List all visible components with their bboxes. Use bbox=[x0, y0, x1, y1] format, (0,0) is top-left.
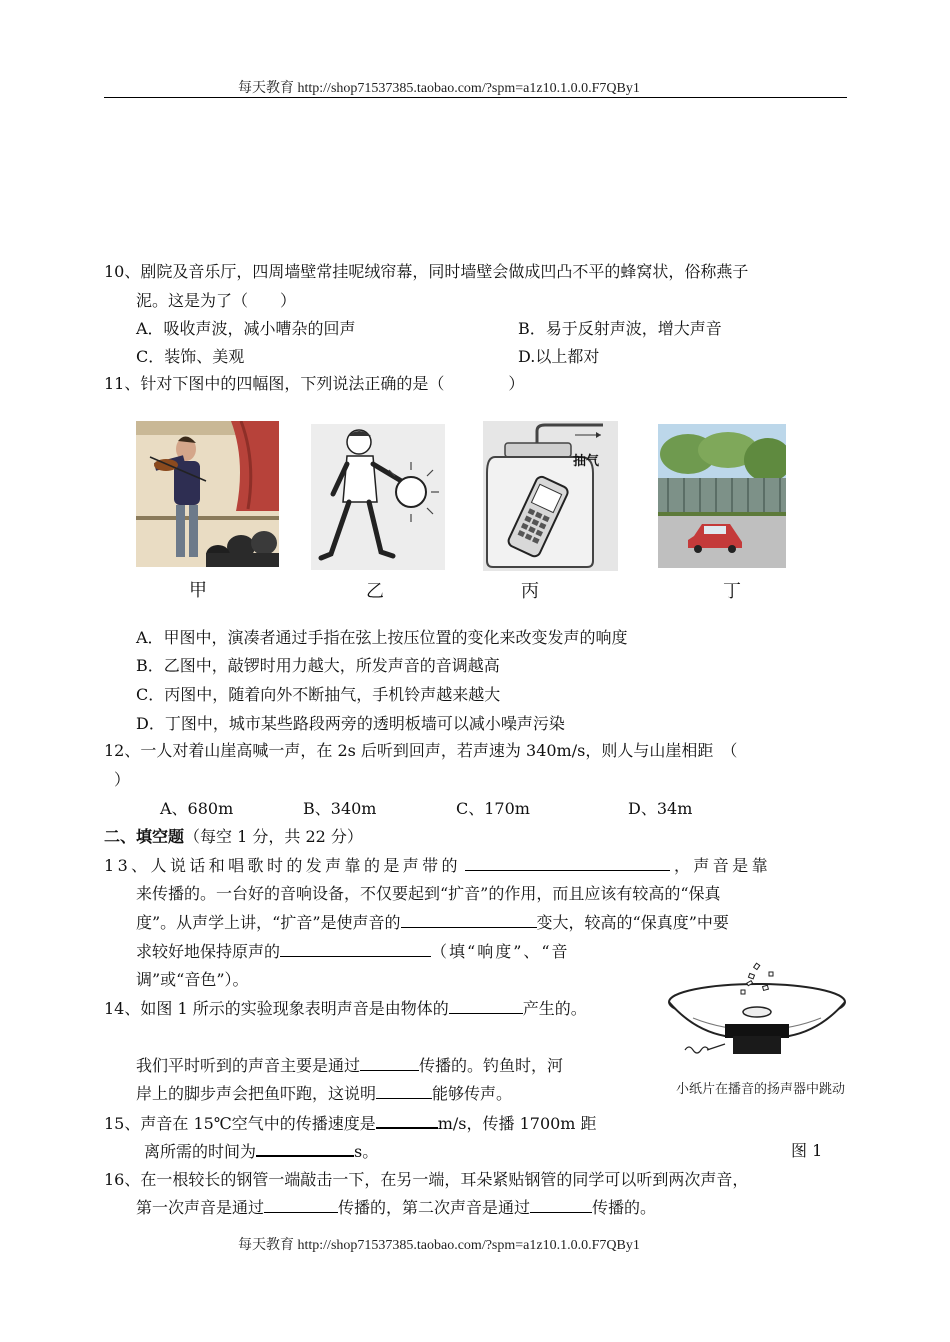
q12-stem-end: ） bbox=[114, 770, 131, 789]
q11-option-c: C．丙图中，随着向外不断抽气，手机铃声越来越大 bbox=[136, 685, 501, 704]
q10-stem-line1: 10、剧院及音乐厅，四周墙壁常挂呢绒帘幕，同时墙壁会做成凹凸不平的蜂窝状，俗称燕子 bbox=[104, 262, 749, 281]
q16-line1: 16、在一根较长的钢管一端敲击一下，在另一端，耳朵紧贴钢管的同学可以听到两次声音， bbox=[104, 1170, 749, 1189]
figure1-label: 图 1 bbox=[791, 1141, 823, 1160]
q14-text-1b: 产生的。 bbox=[522, 999, 587, 1018]
speaker-figure bbox=[663, 960, 851, 1078]
q12-stem: 12、一人对着山崖高喊一声，在 2s 后听到回声，若声速为 340m/s，则人与山崖相距 （ bbox=[104, 741, 738, 760]
q13-text-3a: 度”。从声学上讲，“扩音”是使声音的 bbox=[136, 913, 401, 932]
q13-text-1a: 13、人说话和唱歌时的发声靠的是声带的 bbox=[104, 856, 461, 875]
caption-jia: 甲 bbox=[189, 580, 207, 601]
q16-text-2b: 传播的，第二次声音是通过 bbox=[338, 1198, 531, 1217]
figure1-caption: 小纸片在播音的扬声器中跳动 bbox=[676, 1082, 846, 1097]
q14-line1 bbox=[104, 999, 587, 1019]
q16-blank-2[interactable] bbox=[530, 1198, 592, 1213]
q13-blank-1[interactable] bbox=[465, 856, 670, 871]
q10-stem-line2: 泥。这是为了（ ） bbox=[136, 291, 297, 310]
q14-blank-2[interactable] bbox=[360, 1056, 419, 1071]
q13-text-1b: ，声音是靠 bbox=[673, 856, 771, 875]
bell-jar-image bbox=[483, 421, 618, 571]
q14-blank-3[interactable] bbox=[376, 1084, 432, 1099]
violinist-image bbox=[136, 421, 279, 567]
q10-option-c: C．装饰、美观 bbox=[136, 347, 245, 366]
q15-line1 bbox=[104, 1113, 597, 1134]
section-2-note: （每空 1 分，共 22 分） bbox=[184, 827, 363, 846]
pump-label: 抽气 bbox=[573, 454, 600, 469]
noise-barrier-image bbox=[658, 424, 786, 568]
q15-blank-1[interactable] bbox=[376, 1113, 438, 1129]
q15-text-1a: 15、声音在 15℃空气中的传播速度是 bbox=[104, 1114, 376, 1133]
page-header: 每天教育 http://shop71537385.taobao.com/?spm=a1z10.1.0.0.F7QBy1 bbox=[238, 81, 640, 96]
q13-line1 bbox=[104, 856, 771, 876]
q11-stem: 11、针对下图中的四幅图，下列说法正确的是（ ） bbox=[104, 374, 525, 393]
q15-text-2a: 离所需的时间为 bbox=[144, 1142, 257, 1161]
q12-option-a: A、680m bbox=[160, 799, 234, 818]
q14-text-2a: 我们平时听到的声音主要是通过 bbox=[136, 1056, 361, 1075]
q12-option-c: C、170m bbox=[456, 799, 530, 818]
q16-text-2c: 传播的。 bbox=[592, 1198, 657, 1217]
q11-option-d: D．丁图中，城市某些路段两旁的透明板墙可以减小噪声污染 bbox=[136, 714, 565, 733]
q15-text-1b: m/s，传播 1700m 距 bbox=[437, 1114, 597, 1133]
q12-option-b: B、340m bbox=[303, 799, 377, 818]
q16-blank-1[interactable] bbox=[264, 1198, 338, 1213]
q13-blank-2[interactable] bbox=[401, 913, 537, 928]
q13-text-4a: 求较好地保持原声的 bbox=[136, 942, 281, 961]
q13-line4 bbox=[136, 942, 570, 962]
q10-option-d: D.以上都对 bbox=[518, 347, 600, 366]
page-footer: 每天教育 http://shop71537385.taobao.com/?spm=a1z10.1.0.0.F7QBy1 bbox=[238, 1238, 640, 1253]
q10-option-a: A．吸收声波，减小嘈杂的回声 bbox=[136, 319, 356, 338]
q10-option-b: B．易于反射声波，增大声音 bbox=[518, 319, 722, 338]
q16-line2 bbox=[136, 1198, 656, 1218]
q11-option-b: B．乙图中，敲锣时用力越大，所发声音的音调越高 bbox=[136, 656, 500, 675]
q14-text-2b: 传播的。钓鱼时，河 bbox=[419, 1056, 564, 1075]
q13-line5: 调”或“音色”）。 bbox=[136, 970, 249, 989]
caption-bing: 丙 bbox=[521, 581, 539, 602]
q13-line2: 来传播的。一台好的音响设备，不仅要起到“扩音”的作用，而且应该有较高的“保真 bbox=[136, 884, 721, 903]
q13-text-4b: （填“响度”、“音 bbox=[431, 942, 570, 961]
q15-line2 bbox=[144, 1141, 378, 1162]
q14-text-3b: 能够传声。 bbox=[432, 1084, 513, 1103]
section-2-heading bbox=[104, 827, 363, 847]
q13-text-3b: 变大，较高的“保真度”中要 bbox=[536, 913, 729, 932]
q14-text-3a: 岸上的脚步声会把鱼吓跑，这说明 bbox=[136, 1084, 377, 1103]
q12-option-d: D、34m bbox=[628, 799, 693, 818]
q11-option-a: A．甲图中，演凑者通过手指在弦上按压位置的变化来改变发声的响度 bbox=[136, 628, 628, 647]
q14-line2 bbox=[136, 1056, 563, 1076]
q15-blank-2[interactable] bbox=[256, 1141, 354, 1157]
gong-boy-image bbox=[311, 424, 445, 570]
q14-line3 bbox=[136, 1084, 512, 1104]
header-rule bbox=[104, 97, 847, 98]
q16-text-2a: 第一次声音是通过 bbox=[136, 1198, 265, 1217]
q13-line3 bbox=[136, 913, 729, 933]
q13-blank-3[interactable] bbox=[280, 942, 431, 957]
caption-yi: 乙 bbox=[366, 581, 384, 602]
section-2-title: 二、填空题 bbox=[104, 827, 185, 846]
caption-ding: 丁 bbox=[723, 581, 741, 602]
q15-text-2b: s。 bbox=[354, 1142, 379, 1161]
q14-blank-1[interactable] bbox=[449, 999, 523, 1014]
q14-text-1a: 14、如图 1 所示的实验现象表明声音是由物体的 bbox=[104, 999, 449, 1018]
